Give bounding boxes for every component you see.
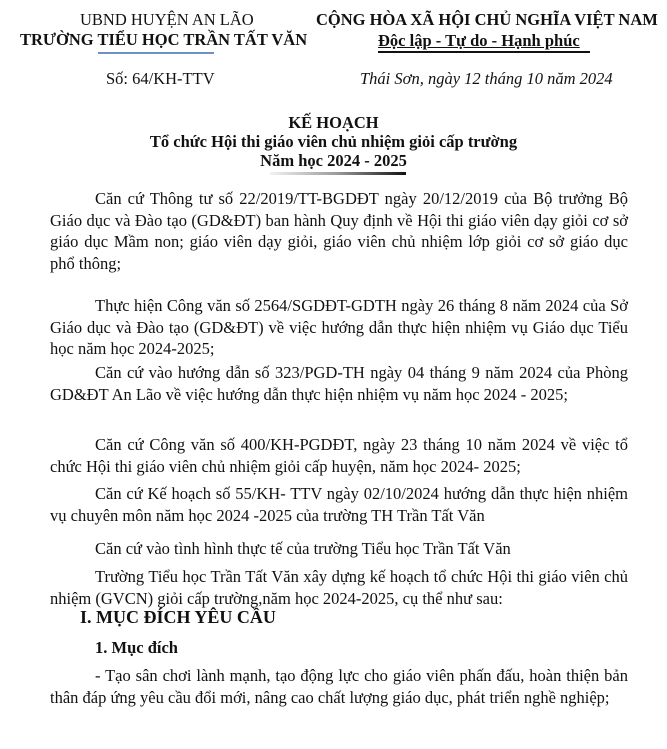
paragraph-text: Căn cứ vào hướng dẫn số 323/PGD-TH ngày 04 tháng 9 năm 2024 của Phòng GD&ĐT An Lão về việc hướng dẫn thực hiện nhiệm vụ năm học 2024 - 2025; [50,363,628,404]
paragraph-text: Thực hiện Công văn số 2564/SGDĐT-GDTH ngày 26 tháng 8 năm 2024 của Sở Giáo dục và Đào tạo (GD&ĐT) về việc hướng dẫn thực hiện nhiệm vụ Giáo dục Tiểu học năm học 2024-2025; [50,296,628,358]
bullet-text: - Tạo sân chơi lành mạnh, tạo động lực cho giáo viên phấn đấu, hoàn thiện bản thân đáp ứng yêu cầu đổi mới, nâng cao chất lượng giáo dục, phát triển nghề nghiệp; [50,666,628,707]
place-date: Thái Sơn, ngày 12 tháng 10 năm 2024 [360,69,613,88]
paragraph [50,566,628,609]
school-name-underline [98,52,214,54]
paragraph [50,295,628,360]
subsection-heading: 1. Mục đích [95,638,178,657]
bullet-paragraph [50,665,628,708]
school-year: Năm học 2024 - 2025 [260,151,407,170]
title-divider [270,172,406,175]
paragraph-text: Căn cứ Kế hoạch số 55/KH- TTV ngày 02/10/2024 hướng dẫn thực hiện nhiệm vụ chuyên môn năm học 2024 -2025 của trường TH Trần Tất Văn [50,484,628,525]
document-subject: Tổ chức Hội thi giáo viên chủ nhiệm giỏi cấp trường [149,132,518,151]
school-name: TRƯỜNG TIỂU HỌC TRẦN TẤT VĂN [20,30,308,49]
paragraph [50,188,628,274]
paragraph-text: Căn cứ vào tình hình thực tế của trường Tiểu học Trần Tất Văn [95,539,511,558]
national-motto: Độc lập - Tự do - Hạnh phúc [378,31,580,50]
paragraph [50,483,628,526]
nation-name: CỘNG HÒA XÃ HỘI CHỦ NGHĨA VIỆT NAM [316,10,658,29]
document-number: Số: 64/KH-TTV [106,69,215,88]
authority-name: UBND HUYỆN AN LÃO [80,10,254,29]
paragraph-text: Căn cứ Thông tư số 22/2019/TT-BGDĐT ngày 20/12/2019 của Bộ trưởng Bộ Giáo dục và Đào tạo (GD&ĐT) ban hành Quy định về Hội thi giáo viên dạy giỏi cơ sở giáo dục Mầm non; giáo viên dạy giỏi, giáo viên chủ nhiệm lớp giỏi cơ sở giáo dục phổ thông; [50,189,628,273]
motto-underline [378,51,590,53]
paragraph-text: Trường Tiểu học Trần Tất Văn xây dựng kế hoạch tổ chức Hội thi giáo viên chủ nhiệm (GVCN) giỏi cấp trường,năm học 2024-2025, cụ thể như sau: [50,567,628,608]
paragraph [50,434,628,477]
paragraph [50,362,628,405]
paragraph [50,538,628,560]
section-heading: I. MỤC ĐÍCH YÊU CẦU [80,607,276,627]
paragraph-text: Căn cứ Công văn số 400/KH-PGDĐT, ngày 23 tháng 10 năm 2024 về việc tổ chức Hội thi giáo viên chủ nhiệm giỏi cấp huyện, năm học 2024- 2025; [50,435,628,476]
document-type-title: KẾ HOẠCH [288,113,379,132]
